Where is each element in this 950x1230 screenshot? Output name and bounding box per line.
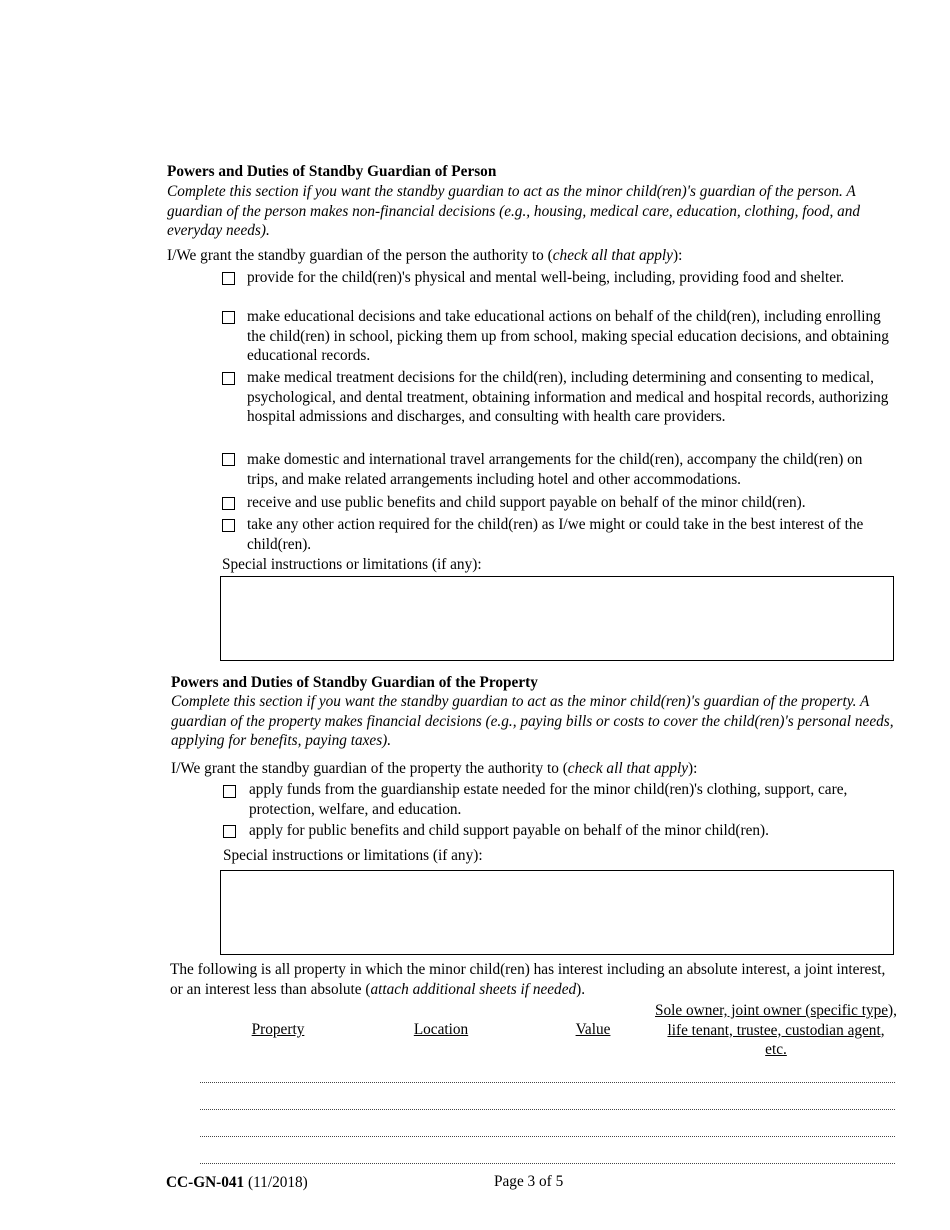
footer-form-code: CC-GN-041	[166, 1174, 245, 1191]
footer-form-date: (11/2018)	[244, 1174, 308, 1191]
person-section-description: Complete this section if you want the standby guardian to act as the minor child(ren)'s guardian of the person. A guardian of the person makes non-financial decisions (e.g., housing, medical care, education, clothing, food, and everyday needs).	[167, 183, 861, 239]
property-grant-prefix: I/We grant the standby guardian of the property the authority to (	[171, 760, 568, 777]
property-special-instructions-label: Special instructions or limitations (if any):	[223, 847, 483, 864]
property-row-line-4[interactable]	[200, 1163, 895, 1164]
property-row-line-2[interactable]	[200, 1109, 895, 1110]
column-header-location: Location	[413, 1021, 469, 1038]
property-grant-statement	[171, 759, 907, 779]
footer-form-id	[166, 1173, 308, 1193]
person-special-instructions-field[interactable]	[220, 576, 894, 661]
person-item-3-checkbox[interactable]	[222, 453, 235, 466]
person-item-5-label: take any other action required for the child(ren) as I/we might or could take in the best interest of the child(ren).	[247, 516, 864, 553]
person-grant-prefix: I/We grant the standby guardian of the person the authority to (	[167, 247, 553, 264]
column-header-property: Property	[251, 1021, 305, 1038]
person-item-2-checkbox[interactable]	[222, 372, 235, 385]
person-item-2-label: make medical treatment decisions for the child(ren), including determining and consenting to medical, psychological, and dental treatment, obtaining information and medical and hospital records, authorizing hospital admissions and discharges, and consulting with health care providers.	[247, 369, 889, 425]
column-header-owner-type: Sole owner, joint owner (specific type), life tenant, trustee, custodian agent, etc.	[655, 1002, 897, 1058]
person-item-0-label: provide for the child(ren)'s physical and mental well-being, including, providing food and shelter.	[247, 269, 845, 286]
property-section-description: Complete this section if you want the standby guardian to act as the minor child(ren)'s guardian of the property. A guardian of the property makes financial decisions (e.g., paying bills or costs to cover the child(ren)'s personal needs, applying for benefits, paying taxes).	[171, 693, 894, 749]
person-item-1-label: make educational decisions and take educational actions on behalf of the child(ren), including enrolling the child(ren) in school, picking them up from school, making special education decisions, and obtaining educational records.	[247, 308, 889, 364]
person-item-4-label: receive and use public benefits and child support payable on behalf of the minor child(ren).	[247, 494, 806, 511]
property-item-1-label: apply for public benefits and child support payable on behalf of the minor child(ren).	[249, 822, 769, 839]
property-special-instructions-field[interactable]	[220, 870, 894, 955]
person-section-heading: Powers and Duties of Standby Guardian of Person	[167, 163, 497, 180]
person-item-4-checkbox[interactable]	[222, 497, 235, 510]
property-list-intro-italic: attach additional sheets if needed	[370, 980, 577, 998]
person-special-instructions-label: Special instructions or limitations (if any):	[222, 556, 482, 573]
person-grant-statement	[167, 246, 907, 266]
property-row-line-3[interactable]	[200, 1136, 895, 1137]
property-grant-suffix: ):	[688, 760, 698, 777]
property-item-1-checkbox[interactable]	[223, 825, 236, 838]
property-list-intro-prefix: The following is all property in which the minor child(ren) has interest including an absolute interest, a joint interest, or an interest less than absolute (	[170, 961, 886, 998]
person-grant-italic: check all that apply	[552, 247, 673, 264]
property-grant-italic: check all that apply	[567, 760, 689, 777]
property-row-line-1[interactable]	[200, 1082, 895, 1083]
property-item-0-label: apply funds from the guardianship estate needed for the minor child(ren)'s clothing, support, care, protection, welfare, and education.	[249, 781, 848, 818]
person-item-5-checkbox[interactable]	[222, 519, 235, 532]
column-header-value: Value	[575, 1021, 611, 1038]
property-list-intro	[170, 960, 900, 999]
person-item-3-label: make domestic and international travel arrangements for the child(ren), accompany the child(ren) on trips, and make related arrangements including hotel and other accommodations.	[247, 451, 863, 488]
person-item-1-checkbox[interactable]	[222, 311, 235, 324]
person-item-0-checkbox[interactable]	[222, 272, 235, 285]
footer-page-number: Page 3 of 5	[494, 1173, 564, 1190]
property-section-heading: Powers and Duties of Standby Guardian of the Property	[171, 674, 538, 691]
person-grant-suffix: ):	[672, 247, 683, 264]
property-item-0-checkbox[interactable]	[223, 785, 236, 798]
property-list-intro-suffix: ).	[576, 980, 586, 998]
